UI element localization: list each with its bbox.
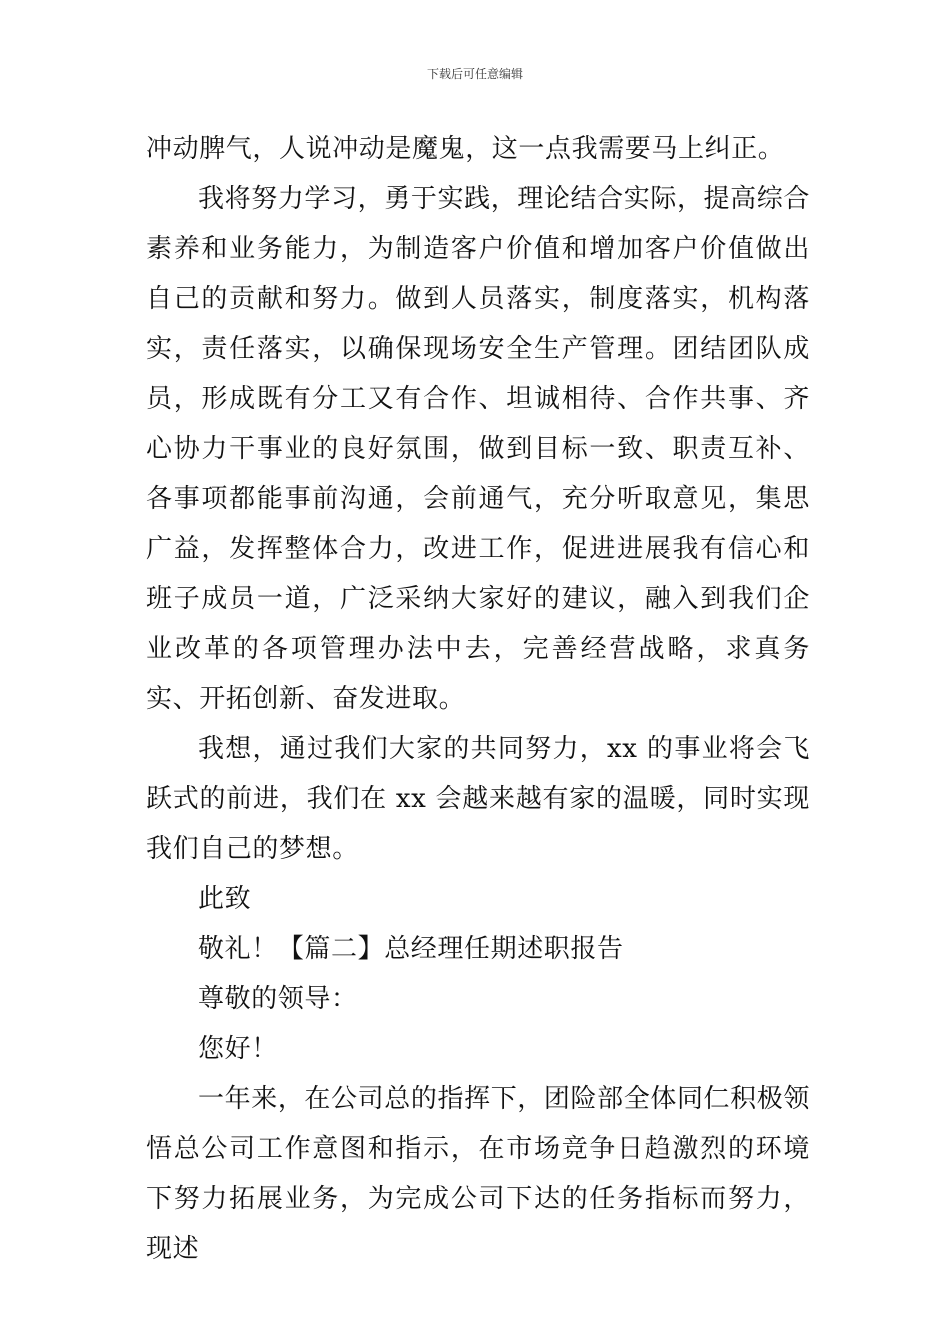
paragraph-3: 我想，通过我们大家的共同努力，xx 的事业将会飞跃式的前进，我们在 xx 会越来越有家的温暖，同时实现我们自己的梦想。 bbox=[146, 734, 810, 864]
page-header-note: 下载后可任意编辑 bbox=[426, 67, 523, 81]
paragraph-1: 冲动脾气，人说冲动是魔鬼，这一点我需要马上纠正。 bbox=[146, 134, 785, 164]
paragraph-report-intro: 一年来，在公司总的指挥下，团险部全体同仁积极领悟总公司工作意图和指示，在市场竞争日趋激烈的环境下努力拓展业务，为完成公司下达的任务指标而努力，现述 bbox=[146, 1084, 810, 1264]
document-body bbox=[146, 124, 810, 1274]
paragraph-2: 我将努力学习，勇于实践，理论结合实际，提高综合素养和业务能力，为制造客户价值和增加客户价值做出自己的贡献和努力。做到人员落实，制度落实，机构落实，责任落实，以确保现场安全生产管理。团结团队成员，形成既有分工又有合作、坦诚相待、合作共事、齐心协力干事业的良好氛围，做到目标一致、职责互补、各事项都能事前沟通，会前通气，充分听取意见，集思广益，发挥整体合力，改进工作，促进进展我有信心和班子成员一道，广泛采纳大家好的建议，融入到我们企业改革的各项管理办法中去，完善经营战略，求真务实、开拓创新、奋发进取。 bbox=[146, 184, 810, 714]
closing-salutation: 此致 bbox=[198, 884, 252, 914]
greeting: 您好！ bbox=[198, 1034, 278, 1064]
closing-and-section-title: 敬礼！【篇二】总经理任期述职报告 bbox=[198, 934, 624, 964]
greeting-addressee: 尊敬的领导： bbox=[198, 984, 358, 1014]
